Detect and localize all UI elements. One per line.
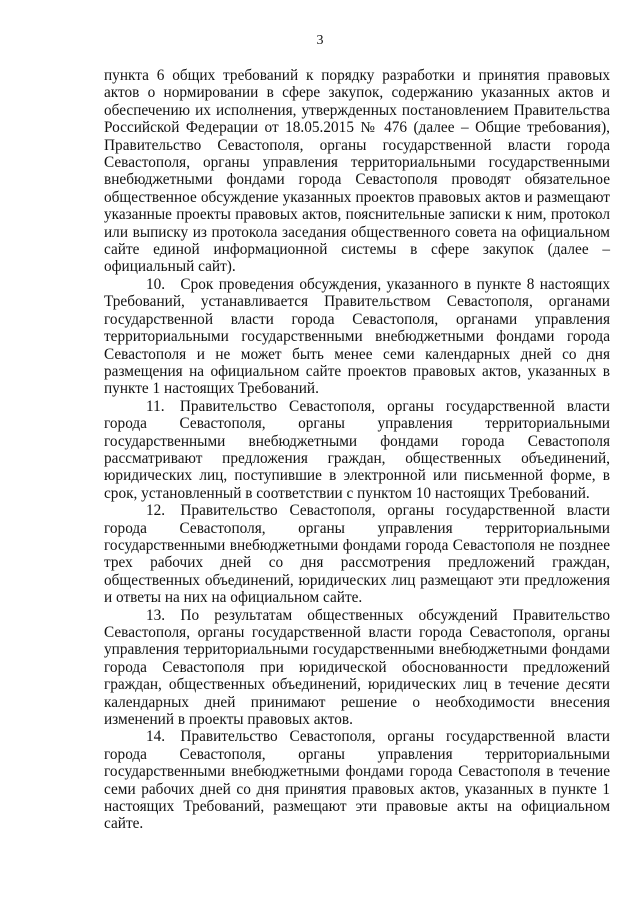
paragraph-13: 13. По результатам общественных обсуждений Правительство Севастополя, органы государственной власти города Севастополя, органы управления территориальными государственными внебюджетными фондами города Севастополя при юридической обоснованности предложений граждан, общественных объединений, юридических лиц в течение десяти календарных дней принимают решение о необходимости внесения изменений в проекты правовых актов. bbox=[104, 606, 610, 729]
paragraph-12: 12. Правительство Севастополя, органы государственной власти города Севастополя, органы управления территориальными государственными внебюджетными фондами города Севастополя не позднее трех рабочих дней со дня рассмотрения предложений граждан, общественных объединений, юридических лиц размещают эти предложения и ответы на них на официальном сайте. bbox=[104, 502, 610, 607]
paragraph-continuation: пункта 6 общих требований к порядку разработки и принятия правовых актов о нормировании в сфере закупок, содержанию указанных актов и обеспечению их исполнения, утвержденных постановлением Правительства Российской Федерации от 18.05.2015 № 476 (далее – Общие требования), Правительство Севастополя, органы государственной власти города Севастополя, органы управления территориальными государственными внебюджетными фондами города Севастополя проводят обязательное общественное обсуждение указанных проектов правовых актов и размещают указанные проекты правовых актов, пояснительные записки к ним, протокол или выписку из протокола заседания общественного совета на официальном сайте единой информационной системы в сфере закупок (далее – официальный сайт). bbox=[104, 67, 610, 276]
document-body bbox=[104, 67, 610, 833]
paragraph-14: 14. Правительство Севастополя, органы государственной власти города Севастополя, органы управления территориальными государственными внебюджетными фондами города Севастополя в течение семи рабочих дней со дня принятия правовых актов, указанных в пункте 1 настоящих Требований, размещают эти правовые акты на официальном сайте. bbox=[104, 728, 610, 833]
paragraph-10: 10. Срок проведения обсуждения, указанного в пункте 8 настоящих Требований, устанавливается Правительством Севастополя, органами государственной власти города Севастополя, органами управления территориальными государственными внебюджетными фондами города Севастополя и не может быть менее семи календарных дней со дня размещения на официальном сайте проектов правовых актов, указанных в пункте 1 настоящих Требований. bbox=[104, 275, 610, 398]
page-number: 3 bbox=[316, 33, 324, 48]
paragraph-11: 11. Правительство Севастополя, органы государственной власти города Севастополя, органы управления территориальными государственными внебюджетными фондами города Севастополя рассматривают предложения граждан, общественных объединений, юридических лиц, поступившие в электронной или письменной форме, в срок, установленный в соответствии с пунктом 10 настоящих Требований. bbox=[104, 397, 610, 502]
